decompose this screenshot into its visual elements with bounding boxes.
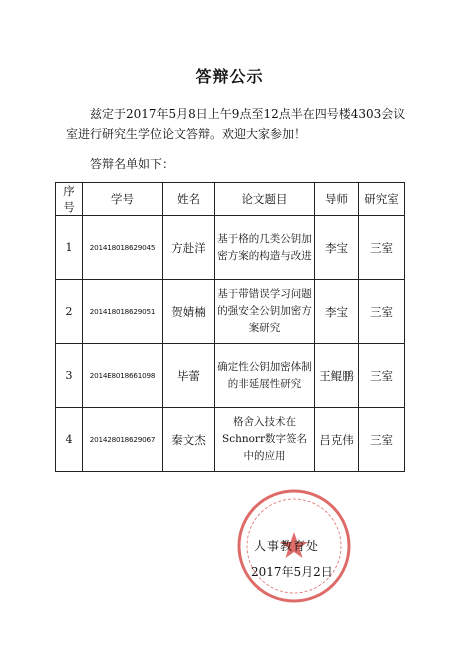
row-student-id: 201428018629067 <box>83 408 163 472</box>
row-no: 4 <box>56 408 83 472</box>
row-lab: 三室 <box>359 408 405 472</box>
header-lab: 研究室 <box>359 183 405 216</box>
row-advisor: 吕克伟 <box>315 408 359 472</box>
table-row <box>56 408 405 472</box>
table-header-row <box>56 183 405 216</box>
row-advisor: 李宝 <box>315 280 359 344</box>
row-advisor: 李宝 <box>315 216 359 280</box>
list-label: 答辩名单如下： <box>90 157 175 171</box>
row-lab: 三室 <box>359 280 405 344</box>
row-advisor: 王鲲鹏 <box>315 344 359 408</box>
header-name: 姓名 <box>163 183 215 216</box>
intro-paragraph: 兹定于2017年5月8日上午9点至12点半在四号楼4303会议室进行研究生学位论文答辩。欢迎大家参加！ <box>66 107 406 141</box>
row-no: 1 <box>56 216 83 280</box>
issuing-office: 人事教育处 <box>254 539 320 553</box>
table-row <box>56 280 405 344</box>
row-topic: 基于带错误学习问题的强安全公钥加密方案研究 <box>215 280 315 344</box>
row-lab: 三室 <box>359 344 405 408</box>
row-topic: 确定性公钥加密体制的非延展性研究 <box>215 344 315 408</box>
row-no: 3 <box>56 344 83 408</box>
header-no: 序号 <box>56 183 83 216</box>
row-no: 2 <box>56 280 83 344</box>
header-advisor: 导师 <box>315 183 359 216</box>
row-student-id: 201418018629045 <box>83 216 163 280</box>
header-student-id: 学号 <box>83 183 163 216</box>
table-row <box>56 344 405 408</box>
row-name: 方赴洋 <box>163 216 215 280</box>
row-topic: 基于格的几类公钥加密方案的构造与改进 <box>215 216 315 280</box>
table-row <box>56 216 405 280</box>
row-name: 贺婧楠 <box>163 280 215 344</box>
row-topic: 格舍入技术在Schnorr数字签名中的应用 <box>215 408 315 472</box>
page-title: 答辩公示 <box>195 67 264 86</box>
row-name: 秦文杰 <box>163 408 215 472</box>
row-student-id: 201418018629051 <box>83 280 163 344</box>
issue-date: 2017年5月2日 <box>251 565 333 579</box>
row-lab: 三室 <box>359 216 405 280</box>
defense-table <box>55 182 405 472</box>
row-student-id: 2014E8018661098 <box>83 344 163 408</box>
row-name: 毕蕾 <box>163 344 215 408</box>
header-topic: 论文题目 <box>215 183 315 216</box>
